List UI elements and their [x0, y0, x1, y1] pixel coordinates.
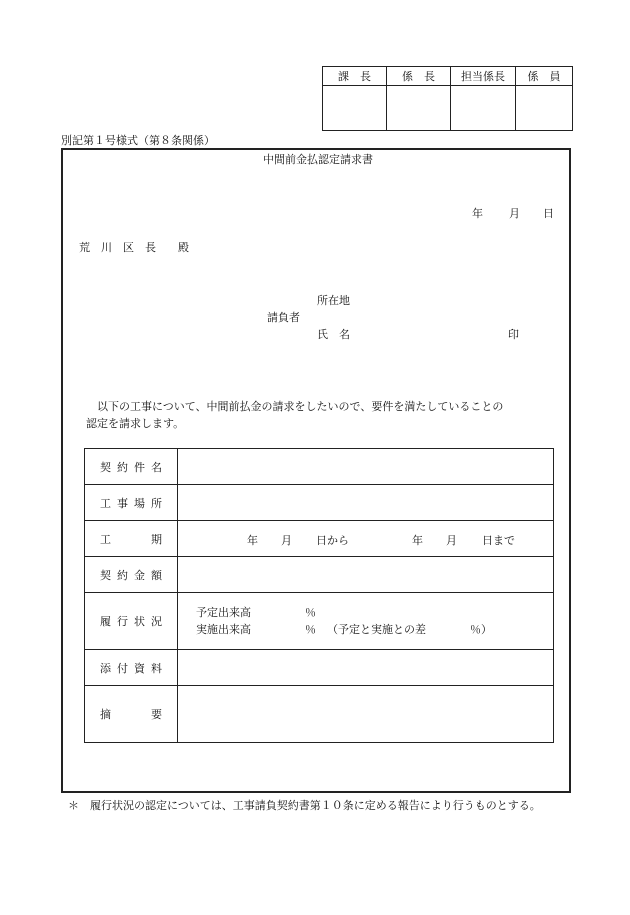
form-reference: 別記第１号様式（第８条関係） — [61, 134, 215, 147]
label-remarks: 摘 要 — [100, 708, 162, 721]
label-progress: 履行状況 — [100, 615, 162, 628]
applicant-name-label: 氏 名 — [317, 328, 350, 341]
label-site: 工事場所 — [100, 496, 162, 510]
approval-header-assigned-chief: 担当係長 — [451, 67, 516, 86]
body-text-line-1: 以下の工事について、中間前払金の請求をしたいので、要件を満たしていることの — [97, 400, 504, 413]
date-month: 月 — [509, 207, 520, 220]
approval-stamp-box — [387, 86, 451, 131]
label-period: 工 期 — [100, 532, 162, 546]
applicant-role: 請負者 — [267, 311, 300, 324]
applicant-address-label: 所在地 — [317, 294, 350, 307]
table-row — [85, 593, 554, 650]
addressee: 荒 川 区 長 殿 — [79, 241, 189, 254]
date-day: 日 — [543, 207, 554, 220]
approval-stamp-table — [322, 66, 573, 131]
value-period — [178, 521, 554, 557]
table-row — [85, 650, 554, 686]
table-row — [85, 449, 554, 485]
value-remarks — [178, 686, 554, 743]
period-from-year: 年 — [247, 534, 258, 547]
table-row — [85, 485, 554, 521]
seal-mark: 印 — [508, 328, 519, 341]
period-from-day: 日から — [316, 534, 349, 547]
approval-header-staff: 係 員 — [516, 67, 573, 86]
period-to-month: 月 — [446, 534, 457, 547]
label-contract-name: 契約件名 — [100, 460, 162, 474]
approval-stamp-box — [516, 86, 573, 131]
value-attachments — [178, 650, 554, 686]
period-to-year: 年 — [412, 534, 423, 547]
date-year: 年 — [472, 207, 483, 220]
label-attachments: 添付資料 — [100, 661, 162, 675]
detail-table — [84, 448, 554, 743]
body-text-line-2: 認定を請求します。 — [86, 417, 185, 430]
period-to-day: 日まで — [482, 534, 515, 547]
table-row — [85, 686, 554, 743]
period-from-month: 月 — [281, 534, 292, 547]
progress-diff-label: （予定と実施との差 — [327, 623, 426, 636]
value-amount — [178, 557, 554, 593]
form-title: 中間前金払認定請求書 — [263, 153, 373, 166]
value-site — [178, 485, 554, 521]
progress-diff-unit: ％） — [470, 623, 492, 636]
actual-progress-unit: ％ — [305, 623, 316, 636]
value-progress — [178, 593, 554, 650]
approval-header-subsection-chief: 係 長 — [387, 67, 451, 86]
approval-stamp-box — [451, 86, 516, 131]
approval-stamp-box — [323, 86, 387, 131]
actual-progress-label: 実施出来高 — [196, 623, 251, 636]
approval-header-section-chief: 課 長 — [323, 67, 387, 86]
footnote: ＊ 履行状況の認定については、工事請負契約書第１０条に定める報告により行うものとする。 — [68, 799, 541, 812]
label-amount: 契約金額 — [100, 568, 162, 582]
value-contract-name — [178, 449, 554, 485]
table-row — [85, 521, 554, 557]
table-row — [85, 557, 554, 593]
planned-progress-label: 予定出来高 — [196, 606, 251, 619]
planned-progress-unit: ％ — [305, 606, 316, 619]
